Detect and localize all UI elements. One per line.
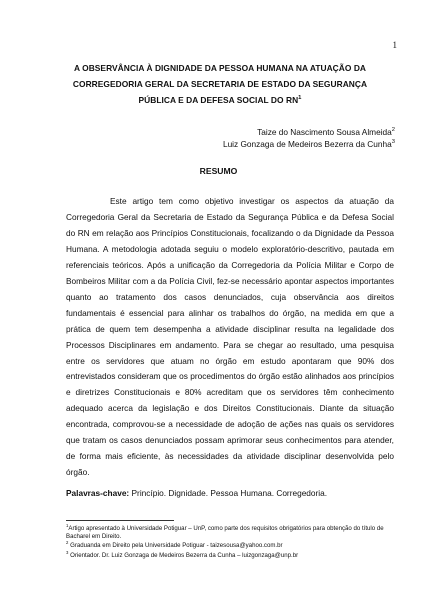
keywords-label: Palavras-chave: [66, 488, 130, 498]
author-footnote-marker: 3 [391, 139, 395, 146]
footnotes [66, 522, 386, 561]
author-name: Taize do Nascimento Sousa Almeida [257, 127, 392, 137]
author-list [223, 126, 395, 150]
author-line [223, 126, 395, 138]
paper-title-text: A OBSERVÂNCIA À DIGNIDADE DA PESSOA HUMANA NA ATUAÇÃO DA CORREGEDORIA GERAL DA SECRETARIA DE ESTADO DA SEGURANÇA PÚBLICA E DA DEFESA SOCIAL DO RN [72, 63, 368, 105]
footnote-divider [66, 520, 174, 521]
footnote [66, 542, 386, 550]
footnote [66, 522, 386, 541]
footnote-marker: 2 [66, 540, 69, 546]
footnote-text: Orientador. Dr. Luiz Gonzaga de Medeiros Bezerra da Cunha – luizgonzaga@unp.br [70, 551, 299, 559]
footnote-text: Graduanda em Direito pela Universidade Potiguar - taizesousa@yahoo.com.br [70, 542, 283, 550]
footnote-marker: 3 [66, 549, 69, 555]
author-name: Luiz Gonzaga de Medeiros Bezerra da Cunha [222, 139, 392, 149]
abstract-heading: RESUMO [199, 166, 238, 176]
author-footnote-marker: 2 [391, 127, 395, 134]
abstract-body [66, 194, 394, 481]
abstract-text: Este artigo tem como objetivo investigar os aspectos da atuação da Corregedoria Geral da Secretaria de Estado da Segurança Pública e da Defesa Social do RN em relação aos Princípios Constitucionais, focalizando o da Dignidade da Pessoa Humana. A metodologia adotada seguiu o modelo exploratório-descritivo, pautada em referenciais teóricos. Após a unificação da Corregedoria da Polícia Militar e Corpo de Bombeiros Militar com a da Polícia Civil, fez-se necessário apontar aspectos importantes quanto ao tratamento dos casos denunciados, cuja observância aos direitos fundamentais é essencial para alinhar os trabalhos do órgão, na medida em que a prática de quem tem desempenha a atividade disciplinar resulta na legalidade dos Processos Disciplinares em andamento. Para se chegar ao resultado, uma pesquisa entre os servidores que atuam no órgão em estudo apontaram que 90% dos entrevistados consideram que os procedimentos do órgão estão alinhados aos princípios e diretrizes Constitucionais e 80% acreditam que os servidores têm conhecimento adequado acerca da legislação e dos Direitos Constitucionais. Diante da situação encontrada, comprovou-se a necessidade de adoção de ações nas quais os servidores que tratam os casos denunciados possam aprimorar seus conhecimentos para atender, de forma mais eficiente, às necessidades da atividade disciplinar desenvolvida pelo órgão. [66, 196, 394, 478]
footnote [66, 549, 386, 560]
keywords [66, 488, 327, 498]
footnote-text: Artigo apresentado à Universidade Potiguar – UnP, como parte dos requisitos obrigatórios para obtenção do título de Bacharel em Direito. [66, 525, 384, 541]
author-line [223, 138, 395, 150]
footnote-marker: 1 [66, 522, 69, 528]
keywords-text: Princípio. Dignidade. Pessoa Humana. Corregedoria. [131, 488, 328, 498]
paper-title [55, 60, 385, 108]
title-footnote-marker: 1 [298, 95, 302, 102]
page-number: 1 [392, 40, 397, 50]
